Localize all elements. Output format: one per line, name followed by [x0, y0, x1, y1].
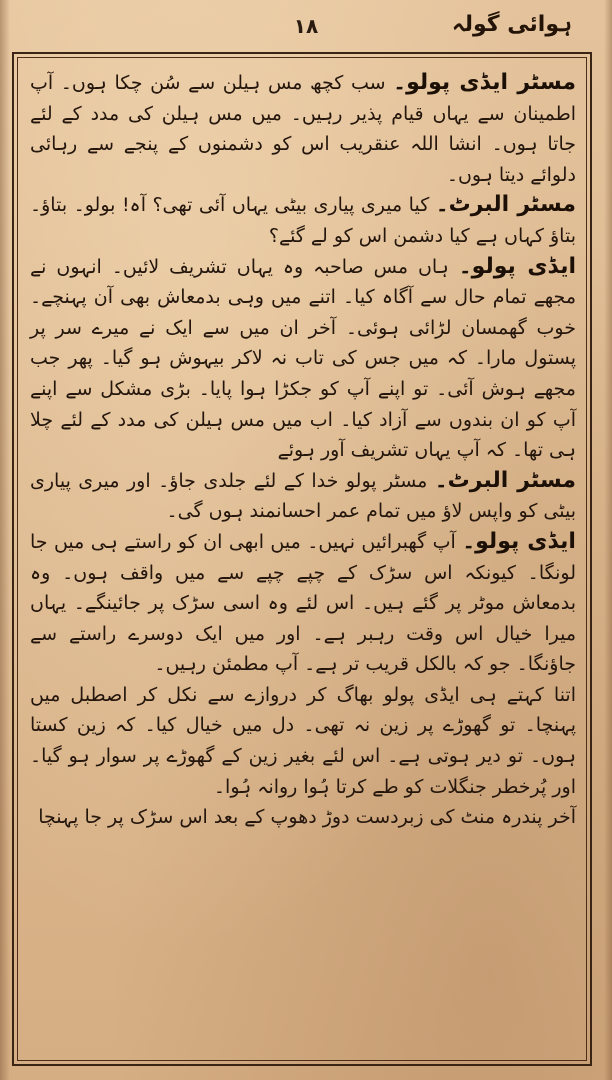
narration-paragraph [30, 802, 576, 833]
page-edge-shadow-right [604, 0, 612, 1080]
speaker-name: مسٹر ایڈی پولو۔ [393, 70, 576, 95]
body-text [30, 68, 576, 1056]
dialogue-text: ہاں مس صاحبہ وہ یہاں تشریف لائیں۔ انہوں نے مجھے تمام حال سے آگاہ کیا۔ اتنے میں وہی بدمعاش بھی آن پہنچے۔ خوب گھمسان لڑائی ہوئی۔ آخر ان میں سے ایک نے میرے سر پر پستول مارا۔ کہ میں جس کی تاب نہ لاکر بیہوش ہو گیا۔ پھر جب مجھے ہوش آئی۔ تو اپنے آپ کو جکڑا ہوا پایا۔ بڑی مشکل سے اپنے آپ کو ان بندوں سے آزاد کیا۔ اب میں مس ہیلن کی مدد کے لئے چلا ہی تھا۔ کہ آپ یہاں تشریف آور ہوئے [30, 255, 576, 462]
dialogue-paragraph [30, 68, 576, 190]
dialogue-paragraph [30, 466, 576, 527]
dialogue-paragraph [30, 527, 576, 680]
narration-paragraph [30, 680, 576, 802]
page-edge-shadow-left [0, 0, 10, 1080]
narration-text: آخر پندرہ منٹ کی زبردست دوڑ دھوپ کے بعد اس سڑک پر جا پہنچا [38, 806, 576, 829]
dialogue-paragraph [30, 190, 576, 251]
speaker-name: ایڈی پولو۔ [458, 253, 576, 279]
page-header [12, 8, 600, 48]
speaker-name: مسٹر البرٹ۔ [435, 192, 576, 218]
dialogue-text: آپ گھبرائیں نہیں۔ میں ابھی ان کو راستے ہی میں جا لونگا۔ کیونکہ اس سڑک کے چپے چپے سے میں واقف ہوں۔ وہ بدمعاش موٹر پر گئے ہیں۔ اس لئے وہ اسی سڑک پر جائینگے۔ یہاں میرا خیال اس وقت رہبر ہے۔ اور میں ایک دوسرے راستے سے جاؤنگا۔ جو کہ بالکل قریب تر ہے۔ آپ مطمئن رہیں۔ [30, 530, 576, 676]
narration-text: اتنا کہتے ہی ایڈی پولو بھاگ کر دروازے سے نکل کر اصطبل میں پہنچا۔ تو گھوڑے پر زین نہ تھی۔ دل میں خیال کیا۔ کہ زین کستا ہوں۔ تو دیر ہوتی ہے۔ اس لئے بغیر زین کے گھوڑے پر سوار ہو گیا۔ اور پُرخطر جنگلات کو طے کرتا ہُوا روانہ ہُوا۔ [30, 683, 576, 798]
speaker-name: مسٹر البرٹ۔ [434, 467, 576, 493]
speaker-name: ایڈی پولو۔ [462, 528, 576, 554]
dialogue-text: سب کچھ مس ہیلن سے سُن چکا ہوں۔ آپ اطمینان سے یہاں قیام پذیر رہیں۔ میں مس ہیلن کی مدد کے لئے جاتا ہوں۔ انشا اللہ عنقریب اس کو دشمنوں کے پنجے سے رہائی دلوائے دیتا ہوں۔ [30, 72, 576, 186]
dialogue-text: مسٹر پولو خدا کے لئے جلدی جاؤ۔ اور میری پیاری بیٹی کو واپس لاؤ میں تمام عمر احسانمند ہوں گی۔ [30, 469, 576, 523]
page-number: ۱۸ [293, 14, 319, 38]
running-title: ہوائی گولہ [451, 12, 572, 37]
dialogue-text: کیا میری پیاری بیٹی یہاں آئی تھی؟ آہ! بولو۔ بتاؤ۔ بتاؤ کہاں ہے کیا دشمن اس کو لے گئے؟ [30, 194, 576, 247]
dialogue-paragraph [30, 252, 576, 466]
